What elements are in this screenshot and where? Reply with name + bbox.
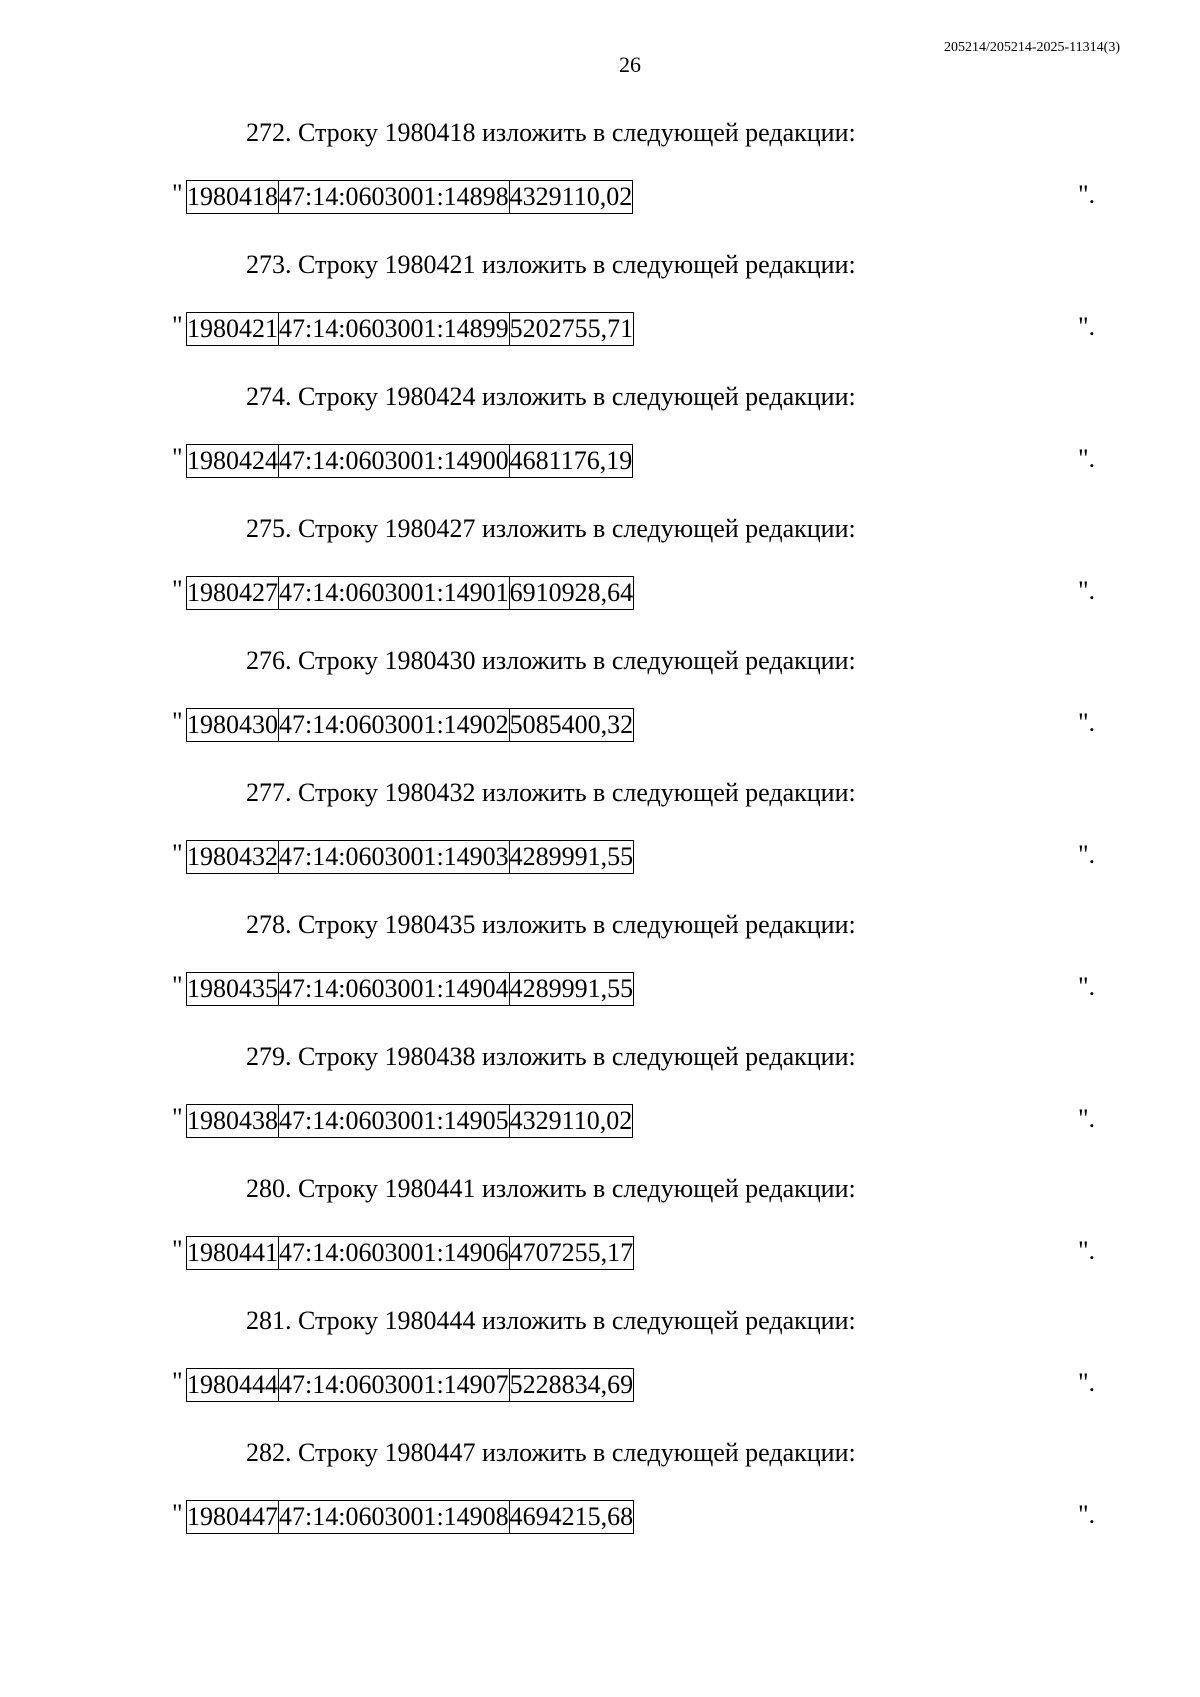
row-table	[186, 1104, 633, 1138]
opening-quote: "	[172, 1499, 183, 1528]
amendment-instruction: 272. Строку 1980418 изложить в следующей редакции:	[246, 118, 856, 147]
closing-quote: ".	[1078, 1236, 1096, 1265]
amendment-item	[0, 1428, 1200, 1560]
cadastral-number-cell: 47:14:0603001:14903	[279, 841, 510, 874]
row-number-cell: 1980444	[187, 1369, 279, 1402]
page-number: 26	[619, 52, 641, 77]
row-table	[186, 312, 634, 346]
amendment-item	[0, 372, 1200, 504]
row-number-cell: 1980424	[187, 445, 279, 478]
closing-quote: ".	[1078, 840, 1096, 869]
opening-quote: "	[172, 443, 183, 472]
cadastral-value-cell: 4681176,19	[509, 445, 633, 478]
cadastral-number-cell: 47:14:0603001:14901	[279, 577, 510, 610]
cadastral-value-cell: 4329110,02	[509, 181, 633, 214]
cadastral-number-cell: 47:14:0603001:14906	[279, 1237, 510, 1270]
cadastral-number-cell: 47:14:0603001:14898	[279, 181, 510, 214]
closing-quote: ".	[1078, 312, 1096, 341]
amendment-item	[0, 1296, 1200, 1428]
row-table	[186, 576, 634, 610]
row-number-cell: 1980441	[187, 1237, 279, 1270]
cadastral-number-cell: 47:14:0603001:14904	[279, 973, 510, 1006]
closing-quote: ".	[1078, 708, 1096, 737]
cadastral-value-cell: 4289991,55	[509, 841, 634, 874]
row-table	[186, 972, 634, 1006]
amendment-instruction: 280. Строку 1980441 изложить в следующей редакции:	[246, 1174, 856, 1203]
cadastral-number-cell: 47:14:0603001:14902	[279, 709, 510, 742]
cadastral-number-cell: 47:14:0603001:14905	[279, 1105, 510, 1138]
row-number-cell: 1980435	[187, 973, 279, 1006]
row-table	[186, 1368, 634, 1402]
row-number-cell: 1980427	[187, 577, 279, 610]
row-table	[186, 180, 633, 214]
row-number-cell: 1980421	[187, 313, 279, 346]
cadastral-value-cell: 4329110,02	[509, 1105, 633, 1138]
cadastral-value-cell: 4707255,17	[509, 1237, 634, 1270]
amendment-instruction: 277. Строку 1980432 изложить в следующей редакции:	[246, 778, 856, 807]
amendment-instruction: 276. Строку 1980430 изложить в следующей редакции:	[246, 646, 856, 675]
amendment-instruction: 278. Строку 1980435 изложить в следующей редакции:	[246, 910, 856, 939]
cadastral-number-cell: 47:14:0603001:14900	[279, 445, 510, 478]
amendment-instruction: 279. Строку 1980438 изложить в следующей редакции:	[246, 1042, 856, 1071]
amendment-item	[0, 108, 1200, 240]
cadastral-number-cell: 47:14:0603001:14899	[279, 313, 510, 346]
amendment-item	[0, 240, 1200, 372]
row-table	[186, 1236, 634, 1270]
amendment-list	[0, 108, 1200, 1560]
row-table	[186, 1500, 634, 1534]
cadastral-value-cell: 6910928,64	[509, 577, 634, 610]
cadastral-number-cell: 47:14:0603001:14907	[279, 1369, 510, 1402]
opening-quote: "	[172, 971, 183, 1000]
row-table	[186, 840, 634, 874]
opening-quote: "	[172, 1103, 183, 1132]
closing-quote: ".	[1078, 1500, 1096, 1529]
amendment-item	[0, 1164, 1200, 1296]
cadastral-value-cell: 5085400,32	[509, 709, 634, 742]
row-table	[186, 708, 634, 742]
amendment-instruction: 275. Строку 1980427 изложить в следующей редакции:	[246, 514, 856, 543]
closing-quote: ".	[1078, 972, 1096, 1001]
amendment-item	[0, 504, 1200, 636]
opening-quote: "	[172, 839, 183, 868]
closing-quote: ".	[1078, 1368, 1096, 1397]
row-number-cell: 1980430	[187, 709, 279, 742]
document-id: 205214/205214-2025-11314(3)	[943, 40, 1120, 55]
cadastral-value-cell: 5202755,71	[509, 313, 634, 346]
cadastral-value-cell: 4289991,55	[509, 973, 634, 1006]
opening-quote: "	[172, 575, 183, 604]
closing-quote: ".	[1078, 576, 1096, 605]
row-table	[186, 444, 633, 478]
closing-quote: ".	[1078, 444, 1096, 473]
amendment-instruction: 274. Строку 1980424 изложить в следующей редакции:	[246, 382, 856, 411]
row-number-cell: 1980447	[187, 1501, 279, 1534]
closing-quote: ".	[1078, 1104, 1096, 1133]
amendment-item	[0, 1032, 1200, 1164]
cadastral-value-cell: 4694215,68	[509, 1501, 634, 1534]
closing-quote: ".	[1078, 180, 1096, 209]
opening-quote: "	[172, 707, 183, 736]
amendment-item	[0, 636, 1200, 768]
opening-quote: "	[172, 1367, 183, 1396]
amendment-instruction: 282. Строку 1980447 изложить в следующей редакции:	[246, 1438, 856, 1467]
cadastral-value-cell: 5228834,69	[509, 1369, 634, 1402]
amendment-instruction: 281. Строку 1980444 изложить в следующей редакции:	[246, 1306, 856, 1335]
row-number-cell: 1980418	[187, 181, 279, 214]
cadastral-number-cell: 47:14:0603001:14908	[279, 1501, 510, 1534]
row-number-cell: 1980432	[187, 841, 279, 874]
row-number-cell: 1980438	[187, 1105, 279, 1138]
amendment-item	[0, 900, 1200, 1032]
opening-quote: "	[172, 1235, 183, 1264]
amendment-instruction: 273. Строку 1980421 изложить в следующей редакции:	[246, 250, 856, 279]
opening-quote: "	[172, 311, 183, 340]
opening-quote: "	[172, 179, 183, 208]
amendment-item	[0, 768, 1200, 900]
